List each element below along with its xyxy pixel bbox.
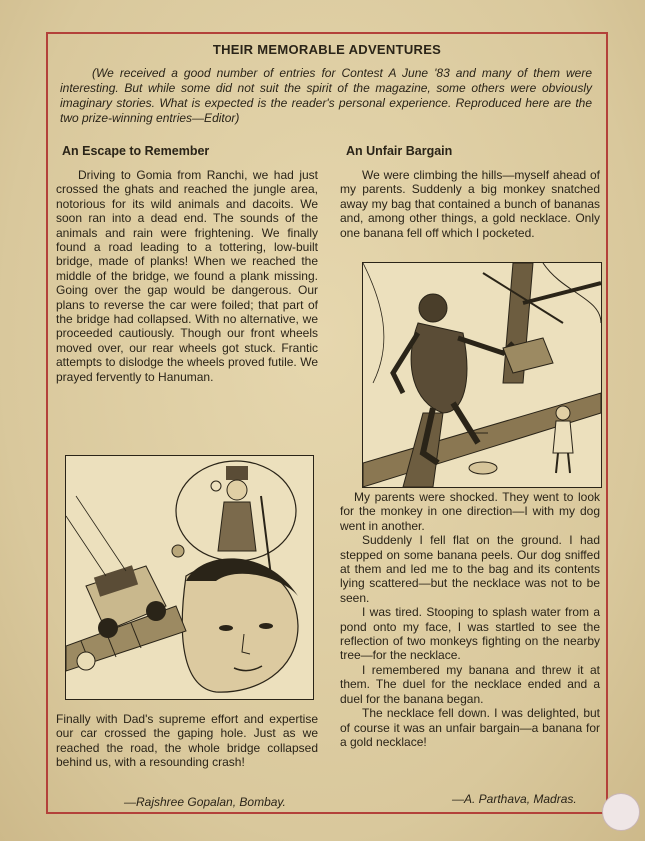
left-heading: An Escape to Remember — [62, 144, 210, 158]
left-story-part2 — [56, 712, 318, 770]
left-paragraph-1: Driving to Gomia from Ranchi, we had just crossed the ghats and reached the jungle area, notorious for its wild animals and dacoits. We soon ran into a dead end. The sounds of the animals and rain were frightening. We finally found a road leading to a tottering, low-built bridge, made of planks! When we reached the middle of the bridge, we found a plank missing. Going over the gap would be dangerous. Our plans to reverse the car were foiled; that part of the bridge had collapsed. With no alternative, we proceeded cautiously. Though our front wheels moved over, our rear wheels got stuck. Frantic attempts to dislodge the wheels proved futile. We prayed fervently to Hanuman. — [56, 168, 318, 384]
illustration-drawing-2 — [363, 263, 601, 487]
right-paragraph-5: I remembered my banana and threw it at them. The duel for the necklace ended and a duel for the banana began. — [340, 662, 600, 706]
right-heading: An Unfair Bargain — [346, 144, 453, 158]
left-paragraph-2: Finally with Dad's supreme effort and expertise our car crossed the gaping hole. Just as we reached the road, the whole bridge collapsed behind us, with a resounding crash! — [56, 712, 318, 770]
right-paragraph-6: The necklace fell down. I was delighted, but of course it was an unfair bargain—a banana for a gold necklace! — [340, 706, 600, 749]
right-paragraph-2: My parents were shocked. They went to look for the monkey in one direction—I with my dog went in another. — [340, 490, 600, 533]
monkey-tree-illustration — [362, 262, 602, 488]
left-signature: —Rajshree Gopalan, Bombay. — [124, 795, 286, 809]
right-story-part1 — [340, 168, 600, 240]
car-bridge-illustration — [65, 455, 314, 700]
right-story-part2 — [340, 490, 600, 749]
page-title: THEIR MEMORABLE ADVENTURES — [212, 42, 442, 57]
illustration-drawing — [66, 456, 313, 699]
right-paragraph-1: We were climbing the hills—myself ahead of my parents. Suddenly a big monkey snatched away my bag that contained a bunch of bananas and, among other things, a gold necklace. Only one banana fell off which I pocketed. — [340, 168, 600, 240]
left-story-part1 — [56, 168, 318, 384]
editor-note-text: (We received a good number of entries for Contest A June '83 and many of them were interesting. But while some did not suit the spirit of the magazine, some others were obviously imaginary stories. What is expected is the reader's personal experience. Reproduced here are the two prize-winning entries—Editor) — [60, 66, 592, 125]
editor-note — [60, 66, 592, 126]
right-paragraph-4: I was tired. Stooping to splash water from a pond onto my face, I was startled to see the reflection of two monkeys fighting on the nearby tree—for the necklace. — [340, 605, 600, 663]
library-stamp-icon — [602, 793, 640, 831]
right-paragraph-3: Suddenly I fell flat on the ground. I had stepped on some banana peels. Our dog sniffed at them and led me to the bag and its contents lying scattered—but the necklace was not to be seen. — [340, 533, 600, 605]
right-signature: —A. Parthava, Madras. — [452, 792, 577, 806]
